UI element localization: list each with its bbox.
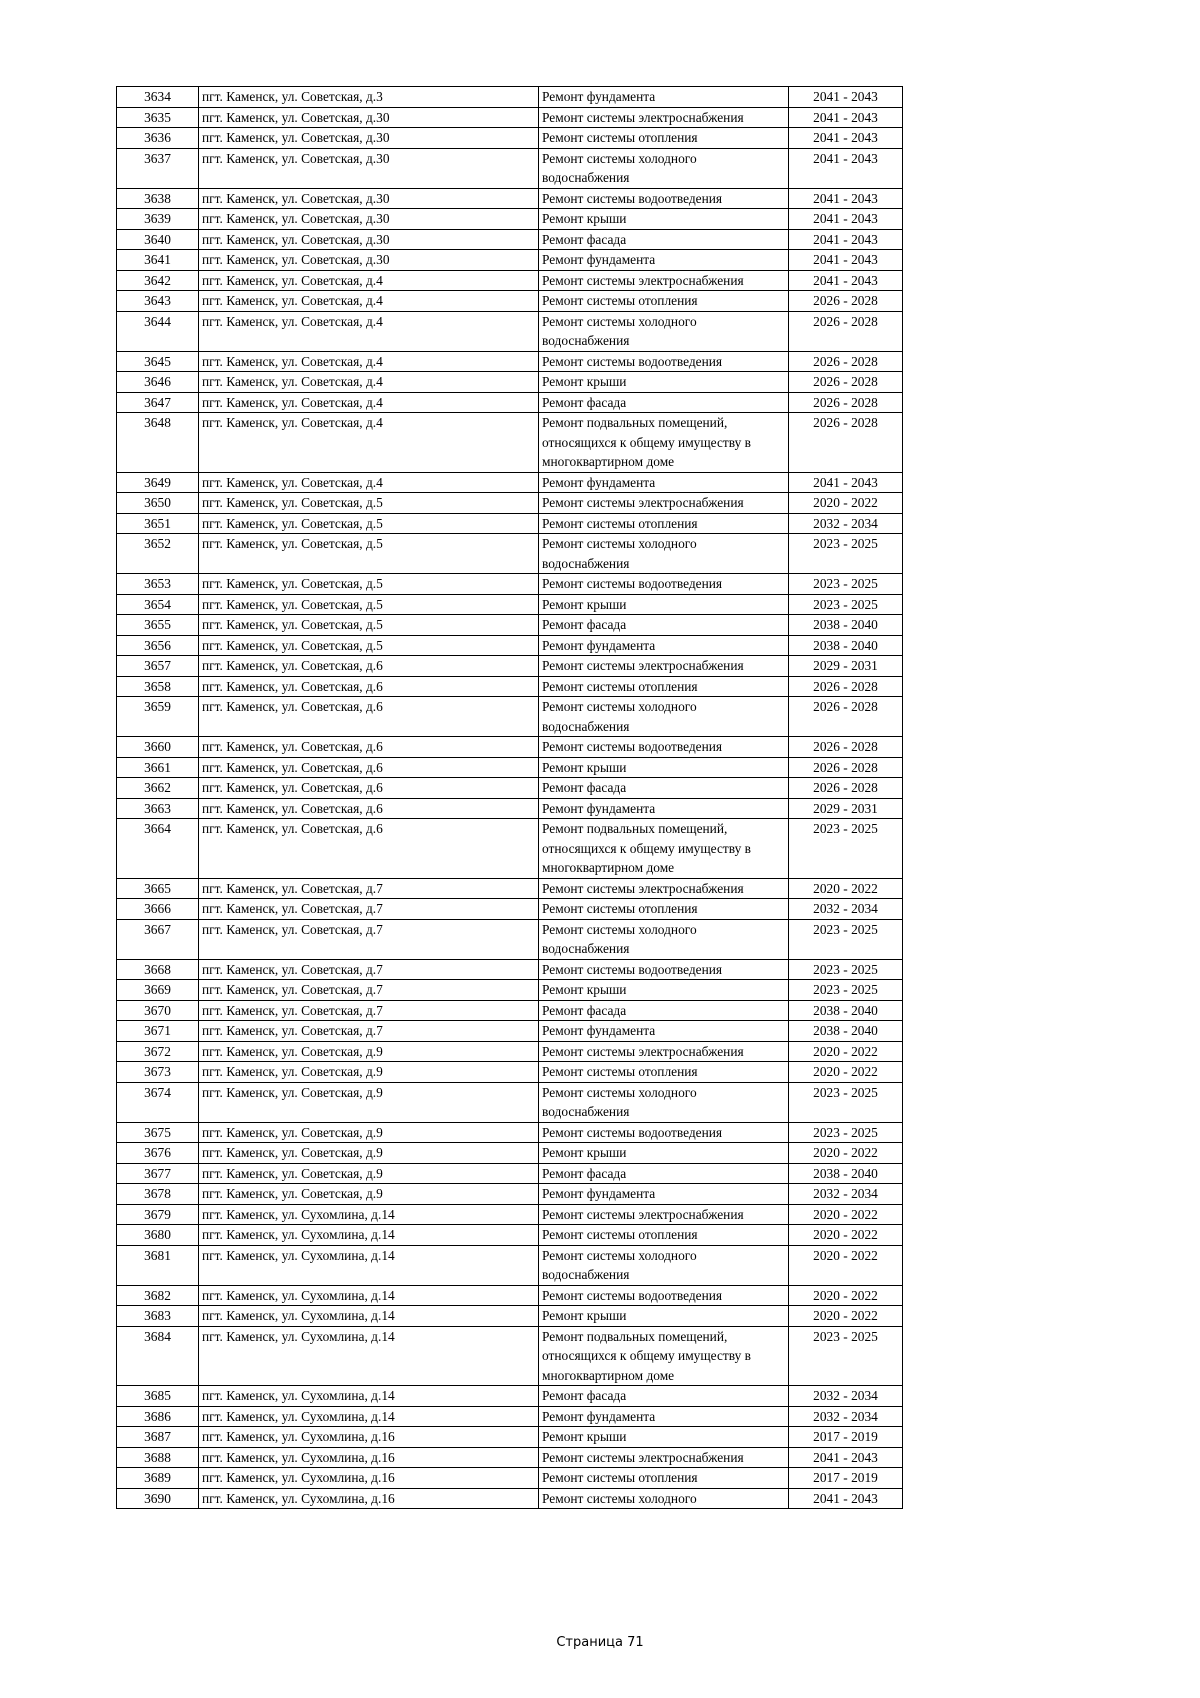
address-cell: пгт. Каменск, ул. Советская, д.7 [199, 919, 539, 959]
work-type-cell: Ремонт крыши [539, 1427, 789, 1448]
row-number-cell: 3663 [117, 798, 199, 819]
row-number-cell: 3655 [117, 615, 199, 636]
work-type-cell: Ремонт подвальных помещений, относящихся к общему имуществу в многоквартирном доме [539, 1326, 789, 1386]
address-cell: пгт. Каменск, ул. Советская, д.5 [199, 635, 539, 656]
row-number-cell: 3686 [117, 1406, 199, 1427]
work-type-cell: Ремонт системы электроснабжения [539, 1204, 789, 1225]
address-cell: пгт. Каменск, ул. Советская, д.6 [199, 757, 539, 778]
address-cell: пгт. Каменск, ул. Советская, д.9 [199, 1122, 539, 1143]
period-cell: 2041 - 2043 [789, 107, 903, 128]
work-type-cell: Ремонт системы электроснабжения [539, 656, 789, 677]
table-row [117, 372, 903, 393]
period-cell: 2041 - 2043 [789, 209, 903, 230]
table-row [117, 1062, 903, 1083]
period-cell: 2020 - 2022 [789, 1204, 903, 1225]
work-type-cell: Ремонт крыши [539, 757, 789, 778]
work-type-cell: Ремонт системы холодного водоснабжения [539, 311, 789, 351]
table-row [117, 1406, 903, 1427]
work-type-cell: Ремонт системы электроснабжения [539, 1041, 789, 1062]
table-row [117, 1306, 903, 1327]
address-cell: пгт. Каменск, ул. Советская, д.6 [199, 798, 539, 819]
period-cell: 2038 - 2040 [789, 1021, 903, 1042]
period-cell: 2020 - 2022 [789, 493, 903, 514]
address-cell: пгт. Каменск, ул. Советская, д.4 [199, 270, 539, 291]
address-cell: пгт. Каменск, ул. Советская, д.30 [199, 250, 539, 271]
period-cell: 2041 - 2043 [789, 229, 903, 250]
address-cell: пгт. Каменск, ул. Сухомлина, д.14 [199, 1204, 539, 1225]
table-row [117, 615, 903, 636]
row-number-cell: 3650 [117, 493, 199, 514]
table-row [117, 1468, 903, 1489]
work-type-cell: Ремонт фасада [539, 392, 789, 413]
table-row [117, 1122, 903, 1143]
table-row [117, 757, 903, 778]
table-row [117, 594, 903, 615]
row-number-cell: 3675 [117, 1122, 199, 1143]
table-row [117, 493, 903, 514]
address-cell: пгт. Каменск, ул. Советская, д.5 [199, 594, 539, 615]
period-cell: 2023 - 2025 [789, 919, 903, 959]
period-cell: 2020 - 2022 [789, 878, 903, 899]
table-row [117, 737, 903, 758]
address-cell: пгт. Каменск, ул. Советская, д.7 [199, 1021, 539, 1042]
address-cell: пгт. Каменск, ул. Советская, д.30 [199, 148, 539, 188]
table-row [117, 413, 903, 473]
table-row [117, 697, 903, 737]
row-number-cell: 3685 [117, 1386, 199, 1407]
address-cell: пгт. Каменск, ул. Советская, д.7 [199, 959, 539, 980]
address-cell: пгт. Каменск, ул. Советская, д.4 [199, 311, 539, 351]
table-row [117, 798, 903, 819]
address-cell: пгт. Каменск, ул. Советская, д.7 [199, 899, 539, 920]
period-cell: 2041 - 2043 [789, 1488, 903, 1509]
work-type-cell: Ремонт системы электроснабжения [539, 1447, 789, 1468]
period-cell: 2041 - 2043 [789, 270, 903, 291]
address-cell: пгт. Каменск, ул. Советская, д.4 [199, 472, 539, 493]
row-number-cell: 3643 [117, 291, 199, 312]
table-row [117, 291, 903, 312]
address-cell: пгт. Каменск, ул. Советская, д.30 [199, 229, 539, 250]
table-body [117, 87, 903, 1509]
table-row [117, 1143, 903, 1164]
work-type-cell: Ремонт фундамента [539, 250, 789, 271]
table-row [117, 148, 903, 188]
table-row [117, 1082, 903, 1122]
address-cell: пгт. Каменск, ул. Советская, д.30 [199, 209, 539, 230]
row-number-cell: 3672 [117, 1041, 199, 1062]
address-cell: пгт. Каменск, ул. Советская, д.9 [199, 1184, 539, 1205]
table-row [117, 513, 903, 534]
row-number-cell: 3671 [117, 1021, 199, 1042]
period-cell: 2029 - 2031 [789, 798, 903, 819]
address-cell: пгт. Каменск, ул. Советская, д.6 [199, 676, 539, 697]
address-cell: пгт. Каменск, ул. Советская, д.6 [199, 778, 539, 799]
work-type-cell: Ремонт системы водоотведения [539, 188, 789, 209]
row-number-cell: 3677 [117, 1163, 199, 1184]
work-type-cell: Ремонт системы холодного водоснабжения [539, 534, 789, 574]
address-cell: пгт. Каменск, ул. Советская, д.4 [199, 351, 539, 372]
row-number-cell: 3656 [117, 635, 199, 656]
row-number-cell: 3646 [117, 372, 199, 393]
address-cell: пгт. Каменск, ул. Советская, д.4 [199, 413, 539, 473]
work-type-cell: Ремонт системы холодного [539, 1488, 789, 1509]
work-type-cell: Ремонт системы отопления [539, 513, 789, 534]
period-cell: 2041 - 2043 [789, 128, 903, 149]
work-type-cell: Ремонт фасада [539, 1386, 789, 1407]
repair-schedule-table [116, 86, 903, 1509]
row-number-cell: 3679 [117, 1204, 199, 1225]
row-number-cell: 3638 [117, 188, 199, 209]
work-type-cell: Ремонт системы холодного водоснабжения [539, 1082, 789, 1122]
address-cell: пгт. Каменск, ул. Советская, д.4 [199, 372, 539, 393]
work-type-cell: Ремонт системы отопления [539, 1468, 789, 1489]
period-cell: 2023 - 2025 [789, 959, 903, 980]
work-type-cell: Ремонт подвальных помещений, относящихся к общему имуществу в многоквартирном доме [539, 819, 789, 879]
period-cell: 2020 - 2022 [789, 1041, 903, 1062]
row-number-cell: 3642 [117, 270, 199, 291]
table-row [117, 919, 903, 959]
work-type-cell: Ремонт фундамента [539, 87, 789, 108]
work-type-cell: Ремонт крыши [539, 980, 789, 1001]
work-type-cell: Ремонт крыши [539, 1143, 789, 1164]
work-type-cell: Ремонт системы отопления [539, 1062, 789, 1083]
work-type-cell: Ремонт системы электроснабжения [539, 878, 789, 899]
row-number-cell: 3653 [117, 574, 199, 595]
period-cell: 2020 - 2022 [789, 1245, 903, 1285]
period-cell: 2026 - 2028 [789, 413, 903, 473]
row-number-cell: 3678 [117, 1184, 199, 1205]
row-number-cell: 3670 [117, 1000, 199, 1021]
address-cell: пгт. Каменск, ул. Советская, д.30 [199, 107, 539, 128]
work-type-cell: Ремонт крыши [539, 594, 789, 615]
row-number-cell: 3664 [117, 819, 199, 879]
address-cell: пгт. Каменск, ул. Советская, д.4 [199, 392, 539, 413]
address-cell: пгт. Каменск, ул. Советская, д.5 [199, 513, 539, 534]
address-cell: пгт. Каменск, ул. Сухомлина, д.16 [199, 1488, 539, 1509]
table-row [117, 311, 903, 351]
row-number-cell: 3637 [117, 148, 199, 188]
row-number-cell: 3661 [117, 757, 199, 778]
period-cell: 2023 - 2025 [789, 574, 903, 595]
row-number-cell: 3645 [117, 351, 199, 372]
period-cell: 2023 - 2025 [789, 1122, 903, 1143]
period-cell: 2023 - 2025 [789, 1082, 903, 1122]
row-number-cell: 3687 [117, 1427, 199, 1448]
row-number-cell: 3644 [117, 311, 199, 351]
work-type-cell: Ремонт фасада [539, 1000, 789, 1021]
work-type-cell: Ремонт системы водоотведения [539, 959, 789, 980]
table-row [117, 1163, 903, 1184]
address-cell: пгт. Каменск, ул. Советская, д.9 [199, 1041, 539, 1062]
period-cell: 2020 - 2022 [789, 1062, 903, 1083]
table-row [117, 1427, 903, 1448]
page-footer [0, 1635, 1200, 1650]
row-number-cell: 3666 [117, 899, 199, 920]
table-row [117, 188, 903, 209]
row-number-cell: 3669 [117, 980, 199, 1001]
row-number-cell: 3659 [117, 697, 199, 737]
table-row [117, 1184, 903, 1205]
period-cell: 2041 - 2043 [789, 472, 903, 493]
row-number-cell: 3688 [117, 1447, 199, 1468]
row-number-cell: 3657 [117, 656, 199, 677]
address-cell: пгт. Каменск, ул. Сухомлина, д.14 [199, 1225, 539, 1246]
table-row [117, 676, 903, 697]
table-row [117, 107, 903, 128]
period-cell: 2029 - 2031 [789, 656, 903, 677]
table-row [117, 878, 903, 899]
row-number-cell: 3651 [117, 513, 199, 534]
address-cell: пгт. Каменск, ул. Советская, д.6 [199, 737, 539, 758]
table-row [117, 1041, 903, 1062]
period-cell: 2020 - 2022 [789, 1306, 903, 1327]
period-cell: 2026 - 2028 [789, 778, 903, 799]
period-cell: 2026 - 2028 [789, 697, 903, 737]
work-type-cell: Ремонт фундамента [539, 798, 789, 819]
table-row [117, 472, 903, 493]
row-number-cell: 3681 [117, 1245, 199, 1285]
row-number-cell: 3676 [117, 1143, 199, 1164]
row-number-cell: 3690 [117, 1488, 199, 1509]
period-cell: 2032 - 2034 [789, 899, 903, 920]
table-row [117, 574, 903, 595]
table-row [117, 656, 903, 677]
table-row [117, 1285, 903, 1306]
period-cell: 2017 - 2019 [789, 1468, 903, 1489]
period-cell: 2026 - 2028 [789, 351, 903, 372]
work-type-cell: Ремонт системы холодного водоснабжения [539, 919, 789, 959]
address-cell: пгт. Каменск, ул. Советская, д.5 [199, 493, 539, 514]
address-cell: пгт. Каменск, ул. Советская, д.9 [199, 1163, 539, 1184]
table-row [117, 229, 903, 250]
period-cell: 2023 - 2025 [789, 980, 903, 1001]
period-cell: 2026 - 2028 [789, 291, 903, 312]
table-row [117, 209, 903, 230]
address-cell: пгт. Каменск, ул. Сухомлина, д.16 [199, 1427, 539, 1448]
address-cell: пгт. Каменск, ул. Сухомлина, д.14 [199, 1406, 539, 1427]
address-cell: пгт. Каменск, ул. Советская, д.7 [199, 980, 539, 1001]
table-row [117, 819, 903, 879]
table-row [117, 1245, 903, 1285]
work-type-cell: Ремонт системы отопления [539, 676, 789, 697]
work-type-cell: Ремонт системы электроснабжения [539, 270, 789, 291]
table-row [117, 351, 903, 372]
work-type-cell: Ремонт подвальных помещений, относящихся к общему имуществу в многоквартирном доме [539, 413, 789, 473]
work-type-cell: Ремонт системы отопления [539, 291, 789, 312]
table-row [117, 128, 903, 149]
work-type-cell: Ремонт фундамента [539, 635, 789, 656]
table-row [117, 1204, 903, 1225]
table-row [117, 1488, 903, 1509]
table-row [117, 1386, 903, 1407]
address-cell: пгт. Каменск, ул. Сухомлина, д.16 [199, 1468, 539, 1489]
address-cell: пгт. Каменск, ул. Советская, д.7 [199, 1000, 539, 1021]
period-cell: 2041 - 2043 [789, 148, 903, 188]
work-type-cell: Ремонт фасада [539, 1163, 789, 1184]
period-cell: 2041 - 2043 [789, 250, 903, 271]
period-cell: 2020 - 2022 [789, 1285, 903, 1306]
period-cell: 2032 - 2034 [789, 1386, 903, 1407]
row-number-cell: 3683 [117, 1306, 199, 1327]
row-number-cell: 3636 [117, 128, 199, 149]
period-cell: 2026 - 2028 [789, 372, 903, 393]
address-cell: пгт. Каменск, ул. Советская, д.7 [199, 878, 539, 899]
period-cell: 2041 - 2043 [789, 87, 903, 108]
period-cell: 2026 - 2028 [789, 757, 903, 778]
work-type-cell: Ремонт системы отопления [539, 128, 789, 149]
period-cell: 2020 - 2022 [789, 1143, 903, 1164]
work-type-cell: Ремонт системы водоотведения [539, 737, 789, 758]
table-row [117, 1326, 903, 1386]
table-row [117, 778, 903, 799]
address-cell: пгт. Каменск, ул. Советская, д.3 [199, 87, 539, 108]
period-cell: 2017 - 2019 [789, 1427, 903, 1448]
page-number: Страница 71 [556, 1635, 644, 1650]
period-cell: 2026 - 2028 [789, 676, 903, 697]
address-cell: пгт. Каменск, ул. Сухомлина, д.16 [199, 1447, 539, 1468]
address-cell: пгт. Каменск, ул. Советская, д.4 [199, 291, 539, 312]
period-cell: 2026 - 2028 [789, 737, 903, 758]
table-row [117, 392, 903, 413]
address-cell: пгт. Каменск, ул. Советская, д.30 [199, 128, 539, 149]
table-row [117, 959, 903, 980]
table-row [117, 1000, 903, 1021]
period-cell: 2041 - 2043 [789, 188, 903, 209]
row-number-cell: 3665 [117, 878, 199, 899]
address-cell: пгт. Каменск, ул. Советская, д.9 [199, 1143, 539, 1164]
period-cell: 2023 - 2025 [789, 1326, 903, 1386]
work-type-cell: Ремонт системы водоотведения [539, 574, 789, 595]
row-number-cell: 3648 [117, 413, 199, 473]
table-row [117, 980, 903, 1001]
row-number-cell: 3639 [117, 209, 199, 230]
period-cell: 2023 - 2025 [789, 594, 903, 615]
work-type-cell: Ремонт системы холодного водоснабжения [539, 697, 789, 737]
address-cell: пгт. Каменск, ул. Советская, д.5 [199, 574, 539, 595]
row-number-cell: 3667 [117, 919, 199, 959]
address-cell: пгт. Каменск, ул. Советская, д.6 [199, 819, 539, 879]
table-row [117, 1225, 903, 1246]
row-number-cell: 3647 [117, 392, 199, 413]
table-row [117, 270, 903, 291]
period-cell: 2032 - 2034 [789, 513, 903, 534]
work-type-cell: Ремонт системы электроснабжения [539, 107, 789, 128]
row-number-cell: 3640 [117, 229, 199, 250]
row-number-cell: 3673 [117, 1062, 199, 1083]
row-number-cell: 3680 [117, 1225, 199, 1246]
address-cell: пгт. Каменск, ул. Советская, д.6 [199, 697, 539, 737]
row-number-cell: 3668 [117, 959, 199, 980]
table-row [117, 899, 903, 920]
table-row [117, 1447, 903, 1468]
table-row [117, 635, 903, 656]
work-type-cell: Ремонт системы водоотведения [539, 1122, 789, 1143]
row-number-cell: 3682 [117, 1285, 199, 1306]
period-cell: 2038 - 2040 [789, 615, 903, 636]
work-type-cell: Ремонт системы водоотведения [539, 351, 789, 372]
work-type-cell: Ремонт фундамента [539, 1021, 789, 1042]
row-number-cell: 3649 [117, 472, 199, 493]
row-number-cell: 3660 [117, 737, 199, 758]
work-type-cell: Ремонт системы электроснабжения [539, 493, 789, 514]
address-cell: пгт. Каменск, ул. Сухомлина, д.14 [199, 1285, 539, 1306]
work-type-cell: Ремонт фасада [539, 778, 789, 799]
table-row [117, 534, 903, 574]
period-cell: 2041 - 2043 [789, 1447, 903, 1468]
work-type-cell: Ремонт фасада [539, 615, 789, 636]
row-number-cell: 3634 [117, 87, 199, 108]
period-cell: 2038 - 2040 [789, 635, 903, 656]
table-row [117, 87, 903, 108]
row-number-cell: 3652 [117, 534, 199, 574]
address-cell: пгт. Каменск, ул. Советская, д.6 [199, 656, 539, 677]
work-type-cell: Ремонт системы отопления [539, 899, 789, 920]
row-number-cell: 3684 [117, 1326, 199, 1386]
address-cell: пгт. Каменск, ул. Советская, д.5 [199, 615, 539, 636]
period-cell: 2038 - 2040 [789, 1163, 903, 1184]
work-type-cell: Ремонт фасада [539, 229, 789, 250]
work-type-cell: Ремонт системы водоотведения [539, 1285, 789, 1306]
work-type-cell: Ремонт фундамента [539, 1184, 789, 1205]
address-cell: пгт. Каменск, ул. Сухомлина, д.14 [199, 1306, 539, 1327]
period-cell: 2026 - 2028 [789, 392, 903, 413]
row-number-cell: 3654 [117, 594, 199, 615]
row-number-cell: 3689 [117, 1468, 199, 1489]
period-cell: 2038 - 2040 [789, 1000, 903, 1021]
period-cell: 2032 - 2034 [789, 1406, 903, 1427]
period-cell: 2032 - 2034 [789, 1184, 903, 1205]
period-cell: 2026 - 2028 [789, 311, 903, 351]
address-cell: пгт. Каменск, ул. Советская, д.9 [199, 1082, 539, 1122]
work-type-cell: Ремонт фундамента [539, 472, 789, 493]
address-cell: пгт. Каменск, ул. Советская, д.5 [199, 534, 539, 574]
address-cell: пгт. Каменск, ул. Сухомлина, д.14 [199, 1386, 539, 1407]
period-cell: 2023 - 2025 [789, 534, 903, 574]
work-type-cell: Ремонт системы холодного водоснабжения [539, 148, 789, 188]
work-type-cell: Ремонт фундамента [539, 1406, 789, 1427]
row-number-cell: 3641 [117, 250, 199, 271]
row-number-cell: 3635 [117, 107, 199, 128]
row-number-cell: 3658 [117, 676, 199, 697]
table-row [117, 1021, 903, 1042]
work-type-cell: Ремонт крыши [539, 1306, 789, 1327]
address-cell: пгт. Каменск, ул. Советская, д.30 [199, 188, 539, 209]
work-type-cell: Ремонт системы холодного водоснабжения [539, 1245, 789, 1285]
row-number-cell: 3674 [117, 1082, 199, 1122]
address-cell: пгт. Каменск, ул. Сухомлина, д.14 [199, 1326, 539, 1386]
row-number-cell: 3662 [117, 778, 199, 799]
table-row [117, 250, 903, 271]
address-cell: пгт. Каменск, ул. Сухомлина, д.14 [199, 1245, 539, 1285]
address-cell: пгт. Каменск, ул. Советская, д.9 [199, 1062, 539, 1083]
period-cell: 2020 - 2022 [789, 1225, 903, 1246]
work-type-cell: Ремонт крыши [539, 209, 789, 230]
work-type-cell: Ремонт крыши [539, 372, 789, 393]
period-cell: 2023 - 2025 [789, 819, 903, 879]
work-type-cell: Ремонт системы отопления [539, 1225, 789, 1246]
